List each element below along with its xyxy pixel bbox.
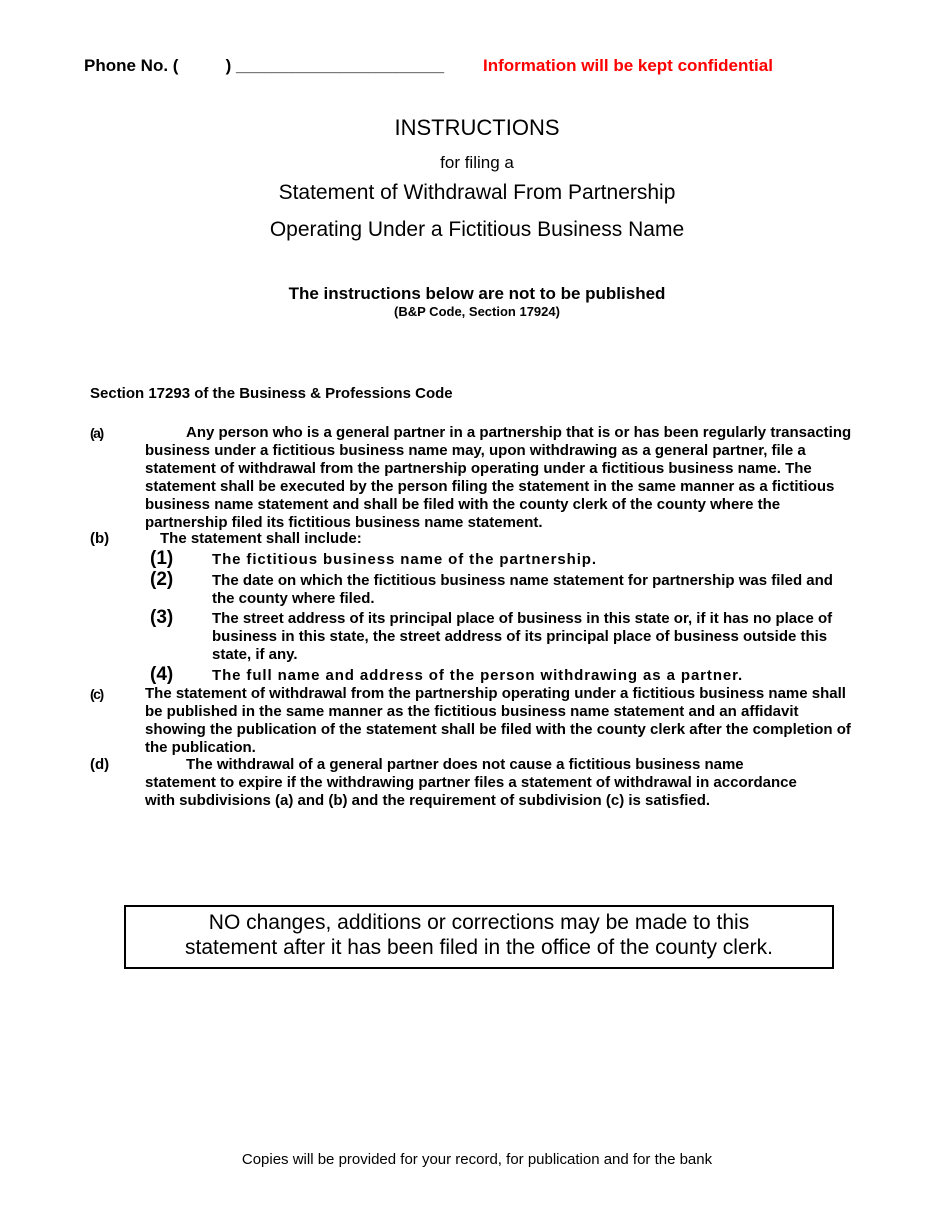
subdivision-a-text: Any person who is a general partner in a partnership that is or has been regularly transacting business under a fictitious business name may, upon withdrawing as a general partner, file a statement of withdrawal from the partnership operating under a fictitious business name. The statement shall be executed by the person filing the statement in the same manner as a fictitious business name statement and shall be filed with the county clerk of the county where the partnership filed its fictitious business name statement. <box>145 424 852 531</box>
notice-line-2: statement after it has been filed in the office of the county clerk. <box>185 936 773 959</box>
item-3-number: (3) <box>150 607 174 628</box>
statement-title: Statement of Withdrawal From Partnership <box>278 181 676 204</box>
confidential-notice: Information will be kept confidential <box>483 56 773 75</box>
item-4-number: (4) <box>150 664 174 685</box>
subdivision-c-text: The statement of withdrawal from the partnership operating under a fictitious business name shall be published in the same manner as the fictitious business name statement and an affidavit showing the publication of the statement shall be filed with the county clerk after the completion of the publication. <box>145 685 851 756</box>
statement-subtitle: Operating Under a Fictitious Business Name <box>269 218 685 241</box>
subdivision-c-label: (c) <box>90 686 103 702</box>
page-title: INSTRUCTIONS <box>394 115 560 140</box>
no-changes-notice-box <box>124 905 834 969</box>
item-4-text: The full name and address of the person withdrawing as a partner. <box>212 667 744 684</box>
notice-line-1: NO changes, additions or corrections may be made to this <box>208 911 750 934</box>
subdivision-b-label: (b) <box>90 530 110 547</box>
item-2-number: (2) <box>150 569 174 590</box>
not-published-note: The instructions below are not to be published <box>288 284 666 303</box>
item-1-number: (1) <box>150 548 174 569</box>
copies-footer: Copies will be provided for your record, for publication and for the bank <box>241 1151 713 1168</box>
item-1-text: The fictitious business name of the partnership. <box>212 551 597 568</box>
phone-number-field: Phone No. ( ) ______________________ <box>84 56 445 75</box>
subdivision-d-label: (d) <box>90 756 110 773</box>
code-reference: (B&P Code, Section 17924) <box>394 304 560 319</box>
item-3-text: The street address of its principal place of business in this state or, if it has no place of business in this state, the street address of its principal place of business outside this state, if any. <box>212 610 833 663</box>
subtitle-for-filing: for filing a <box>440 153 514 172</box>
subdivision-d-text: The withdrawal of a general partner does not cause a fictitious business name statement to expire if the withdrawing partner files a statement of withdrawal in accordance with subdivisions (a) and (b) and the requirement of subdivision (c) is satisfied. <box>145 756 797 809</box>
item-2-text: The date on which the fictitious business name statement for partnership was filed and the county where filed. <box>212 572 833 607</box>
section-heading: Section 17293 of the Business & Professions Code <box>90 385 453 402</box>
subdivision-a-label: (a) <box>90 425 103 441</box>
subdivision-b-text: The statement shall include: <box>160 530 362 547</box>
